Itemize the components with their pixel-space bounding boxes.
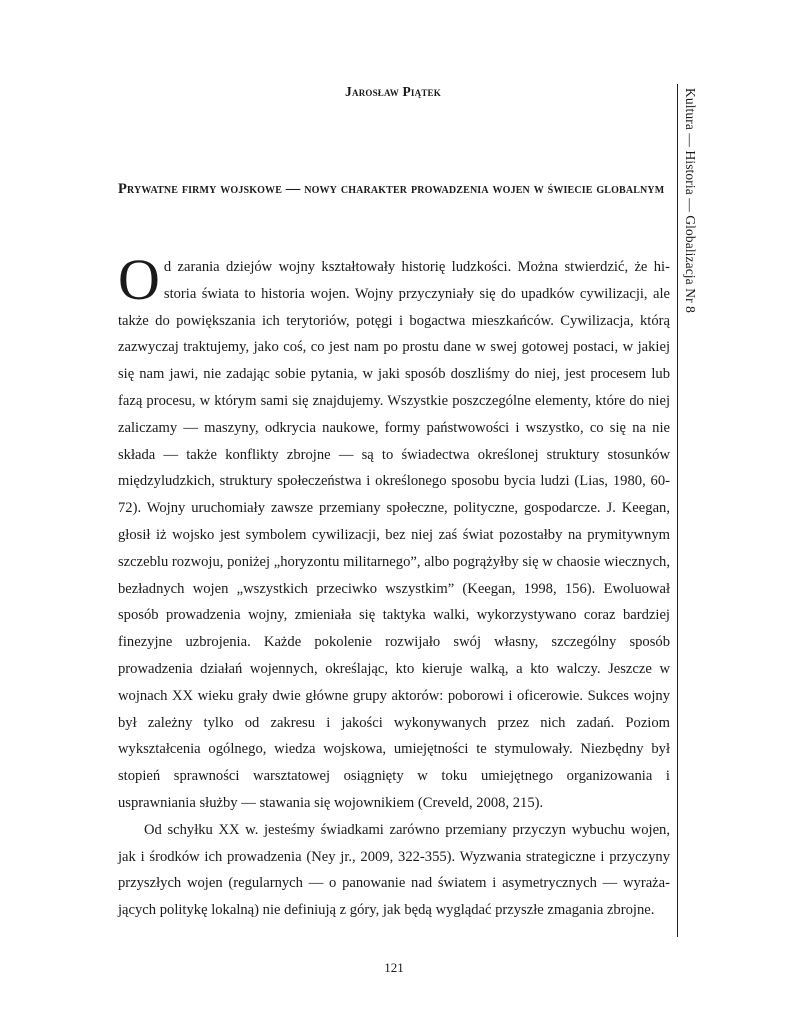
article-body	[118, 247, 670, 924]
journal-running-head	[676, 88, 706, 328]
author-name: Jarosław Piątek	[345, 84, 441, 99]
paragraph-1	[118, 247, 670, 817]
paragraph-1-text: d zarania dziejów wojny kształtowały historię ludzkości. Można stwierdzić, że historia świata to historia wojen. Wojny przyczyniały się do upadków cywilizacji, ale także do powiększania ich terytoriów, potęgi i bogactwa mieszkańców. Cywilizacja, którą zazwyczaj traktujemy, jako coś, co jest nam po prostu dane w swej gotowej postaci, w jakiej się nam jawi, nie zadając sobie pytania, w jaki sposób doszliśmy do niej, jest procesem lub fazą procesu, w którym sami się znajdujemy. Wszystkie poszczególne elementy, które do niej zaliczamy — maszyny, odkrycia naukowe, formy państwowości i wszystko, co się na nie składa — także konflikty zbrojne — są to świadectwa określonej struktury stosunków międzyludzkich, struktury społeczeństwa i określonego sposobu bycia ludzi (Lias, 1980, 60-72). Wojny uruchomiały zawsze przemiany społeczne, polityczne, gospodarcze. J. Keegan, głosił iż wojsko jest symbolem cywilizacji, bez niej zaś świat pozostałby na prymitywnym szczeblu rozwoju, poniżej „horyzontu militarnego”, albo pogrążyłby się w chaosie wiecznych, bezładnych wojen „wszystkich przeciwko wszystkim” (Keegan, 1998, 156). Ewoluował sposób prowadzenia wojny, zmieniała się taktyka walki, wykorzystywano coraz bardziej finezyjne uzbrojenia. Każde pokolenie rozwijało swój własny, szczególny sposób prowadzenia działań wojennych, określając, kto kieruje walką, a kto walczy. Jeszcze w wojnach XX wieku grały dwie główne grupy aktorów: poborowi i oficerowie. Sukces wojny był zależny tylko od zakresu i jakości wykonywanych przez nich zadań. Poziom wykształcenia ogólnego, wiedza wojskowa, umiejętności te stymulowały. Niezbędny był stopień sprawności warsztatowej osiągnięty w toku umiejętnego organizowania i usprawniania służby — stawania się wojownikiem (Creveld, 2008, 215).	[118, 259, 670, 811]
article-title: Prywatne firmy wojskowe — nowy charakter prowadzenia wojen w świecie globalnym	[118, 181, 665, 197]
paragraph-2: Od schyłku XX w. jesteśmy świadkami zarówno przemiany przyczyn wybuchu wojen, jak i środków ich prowadzenia (Ney jr., 2009, 322-355). Wyzwania strategiczne i przyczyny przyszłych wojen (regularnych — o panowanie nad światem i asymetrycznych — wyrażających politykę lokalną) nie definiują z góry, jak będą wyglądać przyszłe zmagania zbrojne.	[118, 821, 670, 919]
page-number: 121	[384, 960, 404, 975]
drop-cap: O	[118, 247, 160, 312]
journal-name: Kultura — Historia — Globalizacja Nr 8	[683, 88, 698, 313]
